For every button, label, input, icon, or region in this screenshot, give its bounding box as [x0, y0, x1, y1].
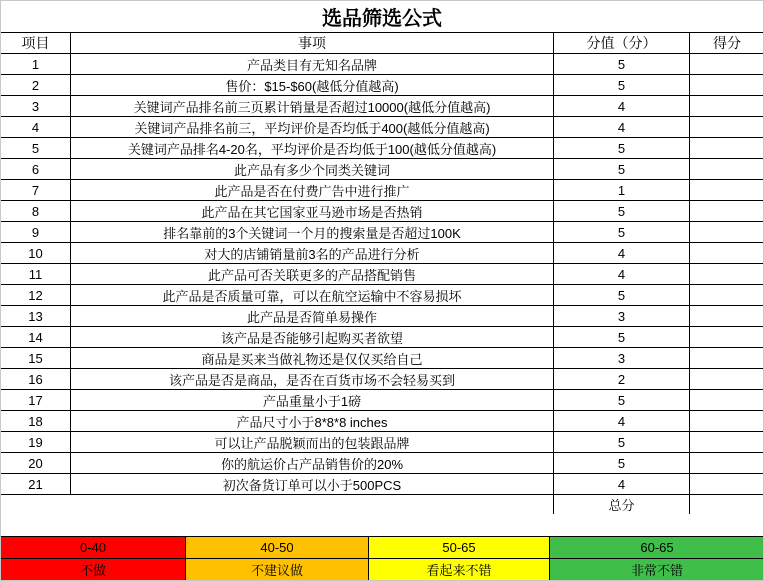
row-number-cell[interactable]: 12 — [1, 285, 71, 306]
row-score-cell[interactable]: 5 — [554, 285, 690, 306]
legend-verdict-cell[interactable]: 不建议做 — [186, 559, 369, 581]
row-matter-cell[interactable]: 售价：$15-$60(越低分值越高) — [71, 75, 554, 96]
legend-range-cell[interactable]: 40-50 — [186, 537, 369, 559]
header-score[interactable]: 分值（分） — [554, 33, 690, 54]
row-got-cell[interactable] — [690, 327, 764, 348]
table-row — [1, 411, 764, 432]
row-score-cell[interactable]: 4 — [554, 117, 690, 138]
row-matter-cell[interactable]: 此产品在其它国家亚马逊市场是否热销 — [71, 201, 554, 222]
row-got-cell[interactable] — [690, 96, 764, 117]
row-got-cell[interactable] — [690, 222, 764, 243]
row-got-cell[interactable] — [690, 390, 764, 411]
row-number-cell[interactable]: 9 — [1, 222, 71, 243]
row-got-cell[interactable] — [690, 411, 764, 432]
legend-range-cell[interactable]: 50-65 — [369, 537, 550, 559]
row-score-cell[interactable]: 5 — [554, 327, 690, 348]
row-score-cell[interactable]: 5 — [554, 75, 690, 96]
row-got-cell[interactable] — [690, 180, 764, 201]
row-got-cell[interactable] — [690, 54, 764, 75]
row-matter-cell[interactable]: 对大的店铺销量前3名的产品进行分析 — [71, 243, 554, 264]
rating-legend — [0, 536, 764, 581]
row-score-cell[interactable]: 5 — [554, 54, 690, 75]
table-row — [1, 75, 764, 96]
table-row — [1, 453, 764, 474]
row-number-cell[interactable]: 4 — [1, 117, 71, 138]
row-score-cell[interactable]: 1 — [554, 180, 690, 201]
row-number-cell[interactable]: 13 — [1, 306, 71, 327]
row-score-cell[interactable]: 5 — [554, 159, 690, 180]
row-score-cell[interactable]: 5 — [554, 201, 690, 222]
row-got-cell[interactable] — [690, 117, 764, 138]
row-matter-cell[interactable]: 初次备货订单可以小于500PCS — [71, 474, 554, 495]
row-score-cell[interactable]: 5 — [554, 432, 690, 453]
row-got-cell[interactable] — [690, 306, 764, 327]
total-spacer-1 — [1, 495, 71, 515]
row-matter-cell[interactable]: 此产品是否质量可靠，可以在航空运输中不容易损坏 — [71, 285, 554, 306]
table-row — [1, 117, 764, 138]
table-row — [1, 138, 764, 159]
row-number-cell[interactable]: 11 — [1, 264, 71, 285]
row-number-cell[interactable]: 10 — [1, 243, 71, 264]
row-got-cell[interactable] — [690, 285, 764, 306]
row-score-cell[interactable]: 5 — [554, 222, 690, 243]
row-number-cell[interactable]: 20 — [1, 453, 71, 474]
row-matter-cell[interactable]: 关键词产品排名4-20名，平均评价是否均低于100(越低分值越高) — [71, 138, 554, 159]
row-got-cell[interactable] — [690, 138, 764, 159]
table-body — [1, 54, 764, 495]
row-got-cell[interactable] — [690, 243, 764, 264]
legend-range-cell[interactable]: 0-40 — [1, 537, 186, 559]
table-row — [1, 243, 764, 264]
row-matter-cell[interactable]: 该产品是否能够引起购买者欲望 — [71, 327, 554, 348]
table-row — [1, 474, 764, 495]
legend-range-row — [1, 537, 764, 559]
row-score-cell[interactable]: 4 — [554, 474, 690, 495]
table-row — [1, 285, 764, 306]
row-number-cell[interactable]: 8 — [1, 201, 71, 222]
row-score-cell[interactable]: 4 — [554, 243, 690, 264]
row-matter-cell[interactable]: 排名靠前的3个关键词一个月的搜索量是否超过100K — [71, 222, 554, 243]
row-number-cell[interactable]: 6 — [1, 159, 71, 180]
header-got[interactable]: 得分 — [690, 33, 764, 54]
row-score-cell[interactable]: 5 — [554, 453, 690, 474]
row-number-cell[interactable]: 2 — [1, 75, 71, 96]
row-number-cell[interactable]: 14 — [1, 327, 71, 348]
table-row — [1, 264, 764, 285]
table-row — [1, 327, 764, 348]
sheet-title: 选品筛选公式 — [322, 7, 442, 30]
row-got-cell[interactable] — [690, 369, 764, 390]
row-got-cell[interactable] — [690, 348, 764, 369]
row-got-cell[interactable] — [690, 432, 764, 453]
row-score-cell[interactable]: 4 — [554, 411, 690, 432]
row-matter-cell[interactable]: 此产品可否关联更多的产品搭配销售 — [71, 264, 554, 285]
table-row — [1, 54, 764, 75]
table-row — [1, 96, 764, 117]
row-matter-cell[interactable]: 关键词产品排名前三页累计销量是否超过10000(越低分值越高) — [71, 96, 554, 117]
row-score-cell[interactable]: 4 — [554, 96, 690, 117]
row-score-cell[interactable]: 2 — [554, 369, 690, 390]
legend-verdict-cell[interactable]: 不做 — [1, 559, 186, 581]
row-matter-cell[interactable]: 此产品是否简单易操作 — [71, 306, 554, 327]
total-row — [1, 495, 764, 515]
header-row — [1, 33, 764, 54]
table-row — [1, 306, 764, 327]
table-row — [1, 390, 764, 411]
table-row — [1, 348, 764, 369]
row-got-cell[interactable] — [690, 453, 764, 474]
row-matter-cell[interactable]: 此产品是否在付费广告中进行推广 — [71, 180, 554, 201]
row-number-cell[interactable]: 18 — [1, 411, 71, 432]
table-row — [1, 432, 764, 453]
row-got-cell[interactable] — [690, 75, 764, 96]
row-number-cell[interactable]: 21 — [1, 474, 71, 495]
legend-verdict-cell[interactable]: 非常不错 — [550, 559, 764, 581]
row-matter-cell[interactable]: 关键词产品排名前三，平均评价是否均低于400(越低分值越高) — [71, 117, 554, 138]
table-row — [1, 201, 764, 222]
row-score-cell[interactable]: 5 — [554, 390, 690, 411]
row-number-cell[interactable]: 16 — [1, 369, 71, 390]
total-score-cell[interactable] — [690, 495, 764, 515]
row-got-cell[interactable] — [690, 201, 764, 222]
row-matter-cell[interactable]: 产品类目有无知名品牌 — [71, 54, 554, 75]
row-got-cell[interactable] — [690, 474, 764, 495]
table-row — [1, 159, 764, 180]
row-number-cell[interactable]: 1 — [1, 54, 71, 75]
row-got-cell[interactable] — [690, 159, 764, 180]
row-number-cell[interactable]: 17 — [1, 390, 71, 411]
header-matter[interactable]: 事项 — [71, 33, 554, 54]
row-number-cell[interactable]: 19 — [1, 432, 71, 453]
row-matter-cell[interactable]: 该产品是否是商品，是否在百货市场不会轻易买到 — [71, 369, 554, 390]
table-row — [1, 369, 764, 390]
table-row — [1, 180, 764, 201]
row-matter-cell[interactable]: 此产品有多少个同类关键词 — [71, 159, 554, 180]
row-matter-cell[interactable]: 你的航运价占产品销售价的20% — [71, 453, 554, 474]
total-spacer-2 — [71, 495, 554, 515]
row-number-cell[interactable]: 5 — [1, 138, 71, 159]
row-matter-cell[interactable]: 产品尺寸小于8*8*8 inches — [71, 411, 554, 432]
total-label[interactable]: 总分 — [554, 495, 690, 515]
table-row — [1, 222, 764, 243]
row-score-cell[interactable]: 3 — [554, 306, 690, 327]
row-number-cell[interactable]: 7 — [1, 180, 71, 201]
row-matter-cell[interactable]: 可以让产品脱颖而出的包装跟品牌 — [71, 432, 554, 453]
row-number-cell[interactable]: 3 — [1, 96, 71, 117]
row-score-cell[interactable]: 3 — [554, 348, 690, 369]
row-score-cell[interactable]: 5 — [554, 138, 690, 159]
legend-range-cell[interactable]: 60-65 — [550, 537, 764, 559]
scoring-table — [0, 32, 764, 514]
row-got-cell[interactable] — [690, 264, 764, 285]
legend-verdict-cell[interactable]: 看起来不错 — [369, 559, 550, 581]
legend-verdict-row — [1, 559, 764, 581]
row-matter-cell[interactable]: 商品是买来当做礼物还是仅仅买给自己 — [71, 348, 554, 369]
row-score-cell[interactable]: 4 — [554, 264, 690, 285]
row-matter-cell[interactable]: 产品重量小于1磅 — [71, 390, 554, 411]
header-item[interactable]: 项目 — [1, 33, 71, 54]
row-number-cell[interactable]: 15 — [1, 348, 71, 369]
